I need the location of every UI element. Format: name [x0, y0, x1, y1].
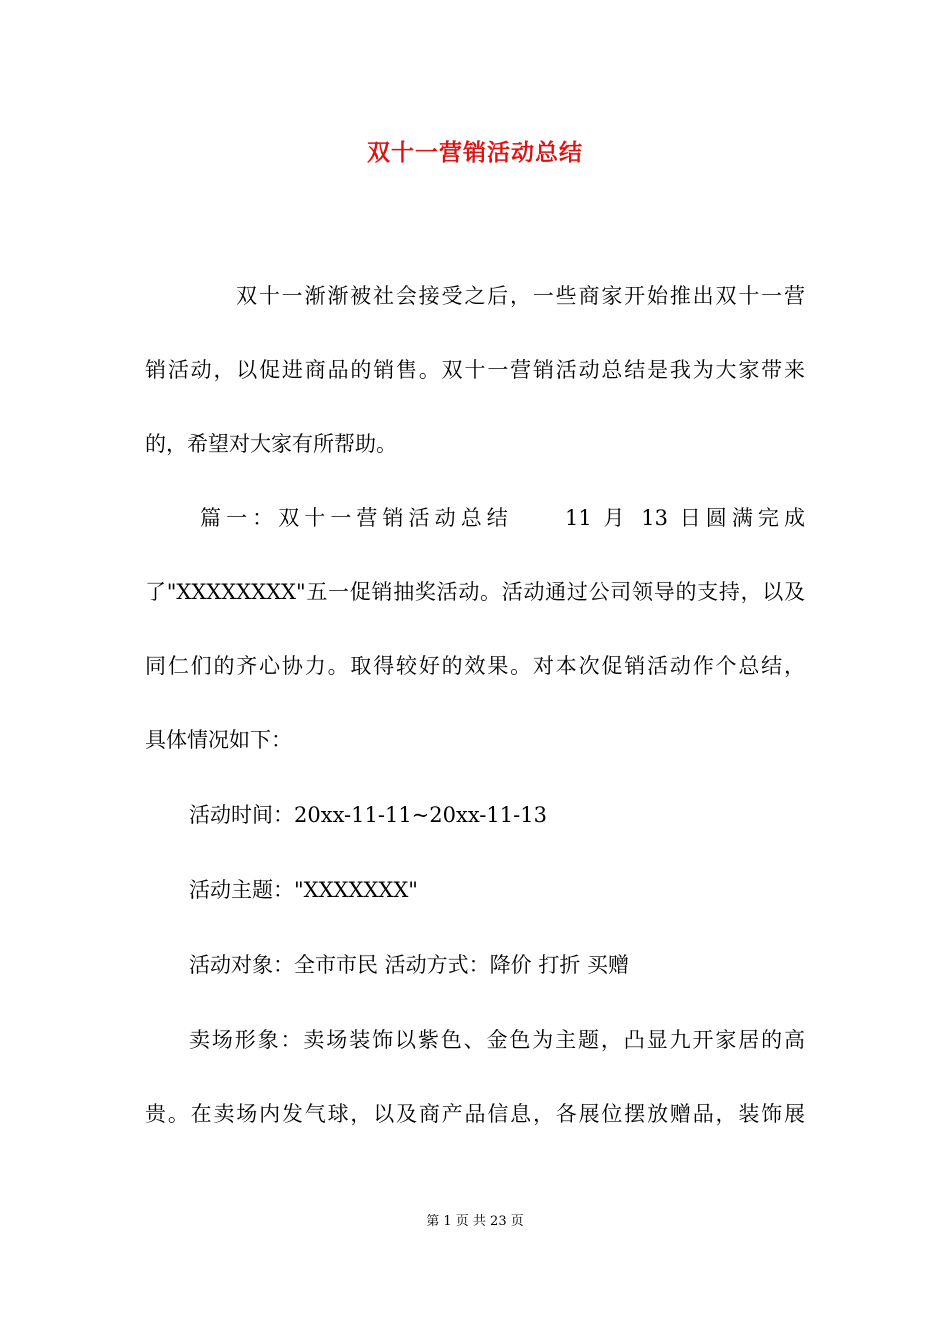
activity-theme-line: 活动主题："XXXXXXX" — [189, 878, 418, 902]
paragraph-line-5: 了"XXXXXXXX"五一促销抽奖活动。活动通过公司领导的支持，以及 — [145, 580, 805, 604]
store-image-line-2: 贵。在卖场内发气球，以及商产品信息，各展位摆放赠品，装饰展 — [145, 1102, 805, 1126]
paragraph-line-7: 具体情况如下： — [145, 728, 292, 752]
activity-target-line: 活动对象：全市市民 活动方式：降价 打折 买赠 — [189, 953, 630, 977]
paragraph-line-2: 销活动，以促进商品的销售。双十一营销活动总结是我为大家带来 — [145, 358, 805, 382]
paragraph-line-4: 篇一：双十一营销活动总结 11 月 13 日圆满完成 — [200, 506, 805, 530]
document-title: 双十一营销活动总结 — [367, 139, 583, 166]
paragraph-line-1: 双十一渐渐被社会接受之后，一些商家开始推出双十一营 — [236, 284, 805, 308]
paragraph-line-6: 同仁们的齐心协力。取得较好的效果。对本次促销活动作个总结， — [145, 654, 805, 678]
store-image-line-1: 卖场形象：卖场装饰以紫色、金色为主题，凸显九开家居的高 — [189, 1028, 805, 1052]
paragraph-line-3: 的，希望对大家有所帮助。 — [145, 432, 397, 456]
activity-time-line: 活动时间：20xx-11-11~20xx-11-13 — [189, 803, 547, 827]
page-footer: 第 1 页 共 23 页 — [426, 1214, 524, 1229]
